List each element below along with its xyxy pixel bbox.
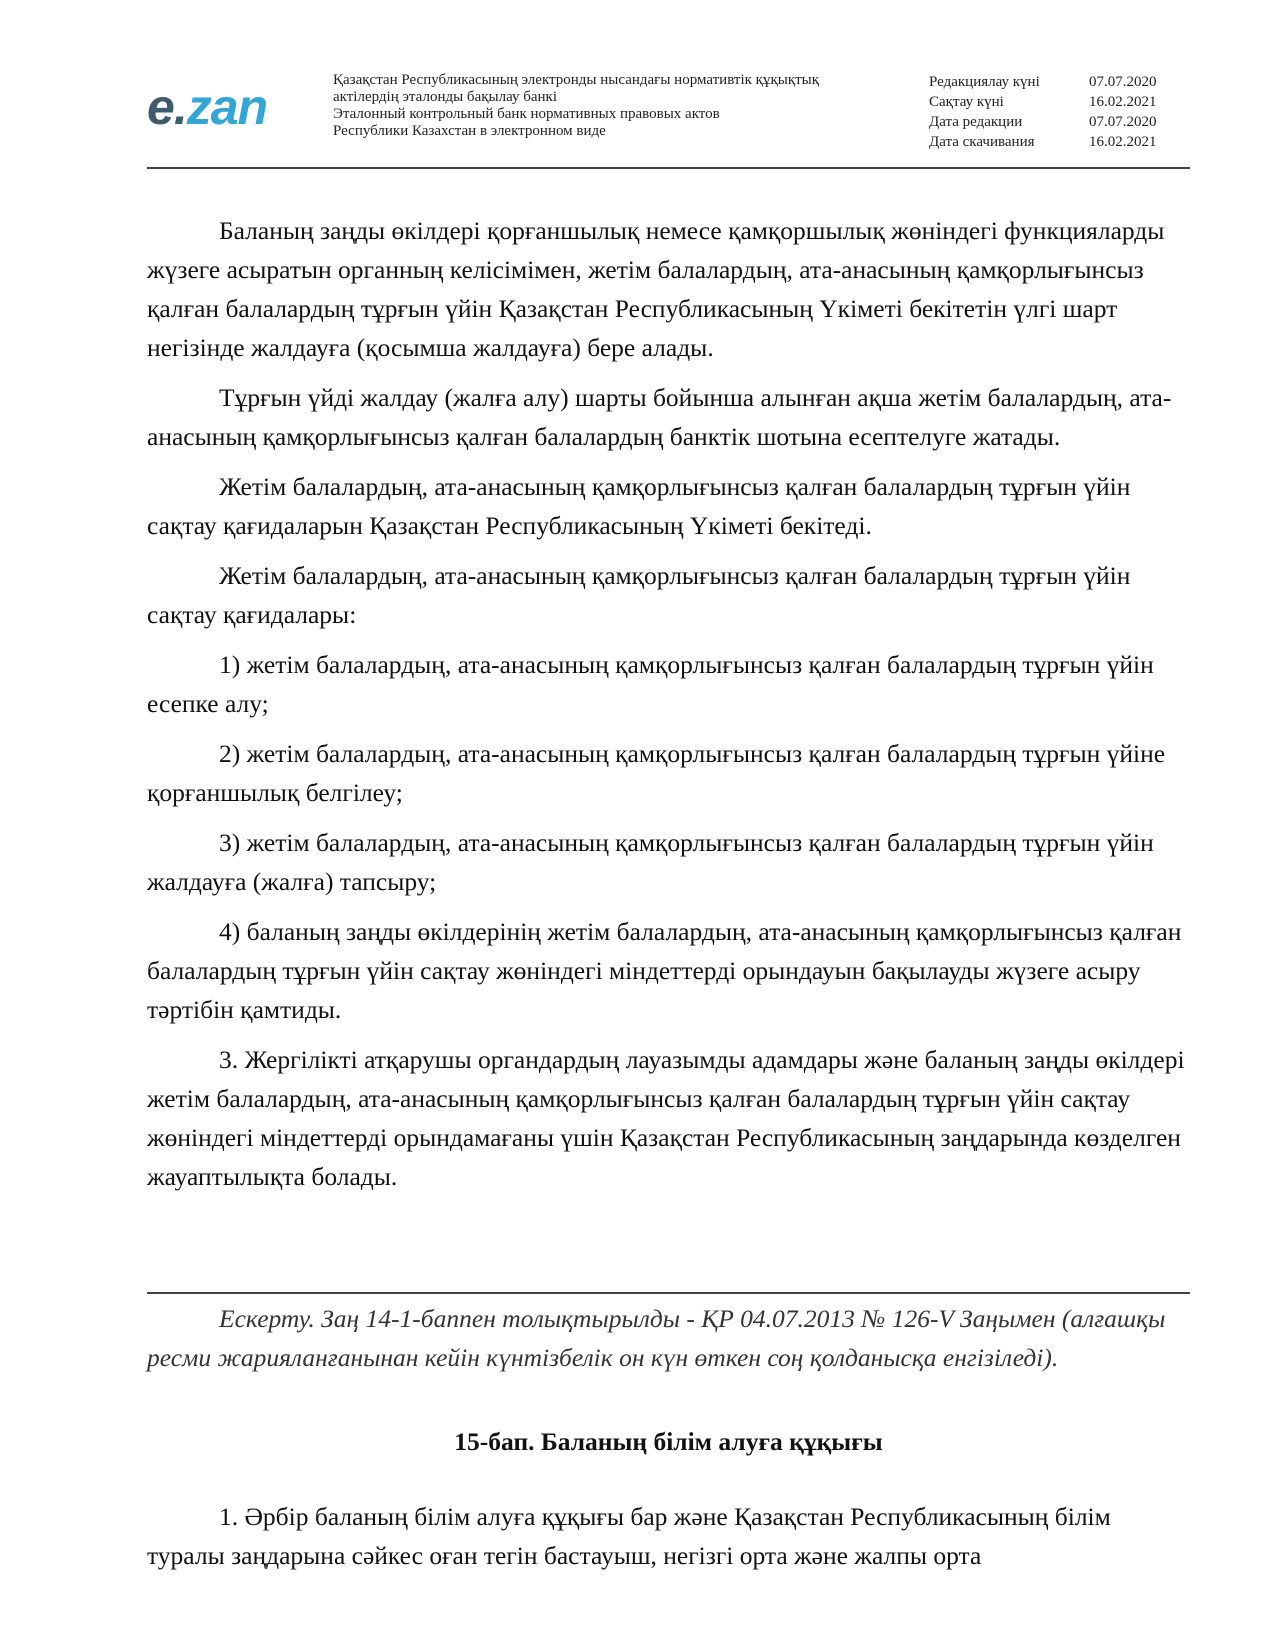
date-row-edit-ru [929, 112, 1189, 132]
logo-zan: zan [186, 79, 268, 135]
list-item: 2) жетім балалардың, ата-анасының қамқорлығынсыз қалған балалардың тұрғын үйіне қорғаншылық белгілеу; [147, 739, 1166, 807]
body-paragraph: Тұрғын үйді жалдау (жалға алу) шарты бойынша алынған ақша жетім балалардың, ата-анасының қамқорлығынсыз қалған балалардың банктік шотына есептелуге жатады. [147, 383, 1172, 451]
body-paragraph: Баланың заңды өкілдері қорғаншылық немесе қамқоршылық жөніндегі функцияларды жүзеге асыратын органның келісімімен, жетім балалардың, ата-анасының қамқорлығынсыз қалған балалардың тұрғын үйін Қазақстан Республикасының Үкіметі бекітетін үлгі шарт негізінде жалдауға (қосымша жалдауға) бере алады. [147, 216, 1165, 362]
body-paragraph: Жетім балалардың, ата-анасының қамқорлығынсыз қалған балалардың тұрғын үйін сақтау қағидалары: [147, 561, 1131, 629]
date-row-edit-kk [929, 72, 1189, 92]
ezan-logo [147, 79, 268, 135]
date-label: Дата скачивания [929, 134, 1035, 150]
body-paragraph: Жетім балалардың, ата-анасының қамқорлығынсыз қалған балалардың тұрғын үйін сақтау қағидаларын Қазақстан Республикасының Үкіметі бекітеді. [147, 472, 1131, 540]
body-paragraph: 3. Жергілікті атқарушы органдардың лауазымды адамдары және баланың заңды өкілдері жетім балалардың, ата-анасының қамқорлығынсыз қалған балалардың тұрғын үйін сақтау жөніндегі міндеттерді орындамағаны үшін Қазақстан Республикасының заңдарында көзделген жауаптылықта болады. [147, 1045, 1185, 1191]
header-divider [147, 167, 1190, 169]
date-row-download-ru [929, 132, 1189, 152]
list-item: 3) жетім балалардың, ата-анасының қамқорлығынсыз қалған балалардың тұрғын үйін жалдауға (жалға) тапсыру; [147, 828, 1154, 896]
logo-dot: . [173, 79, 187, 135]
date-label: Дата редакции [929, 114, 1023, 130]
article-heading: 15-бап. Баланың білім алуға құқығы [454, 1427, 883, 1456]
date-row-save-kk [929, 92, 1189, 112]
document-header [147, 66, 1187, 166]
date-label: Сақтау күні [929, 94, 1004, 110]
list-item: 1) жетім балалардың, ата-анасының қамқорлығынсыз қалған балалардың тұрғын үйін есепке алу; [147, 650, 1154, 718]
date-value: 16.02.2021 [1089, 134, 1157, 150]
date-value: 07.07.2020 [1089, 114, 1157, 130]
header-dates [929, 72, 1189, 152]
header-description-line: Эталонный контрольный банк нормативных правовых актов [333, 106, 720, 122]
article-paragraph: 1. Әрбір баланың білім алуға құқығы бар және Қазақстан Республикасының білім туралы заңдарына сәйкес оған тегін бастауыш, негізгі орта және жалпы орта [147, 1502, 1111, 1570]
date-value: 16.02.2021 [1089, 94, 1157, 110]
amendment-note: Ескерту. Заң 14-1-баппен толықтырылды - ҚР 04.07.2013 № 126-V Заңымен (алғашқы ресми жарияланғанынан кейін күнтізбелік он күн өткен соң қолданысқа енгізіледі). [147, 1304, 1166, 1372]
header-description [333, 72, 893, 140]
header-description-line: Республики Казахстан в электронном виде [333, 123, 606, 139]
logo-e: e [147, 79, 174, 135]
document-body [147, 211, 1190, 1207]
note-divider [147, 1292, 1190, 1294]
date-value: 07.07.2020 [1089, 74, 1157, 90]
header-description-line: Қазақстан Республикасының электронды нысандағы нормативтік құқықтық [333, 72, 820, 88]
date-label: Редакциялау күні [929, 74, 1040, 90]
list-item: 4) баланың заңды өкілдерінің жетім балалардың, ата-анасының қамқорлығынсыз қалған балалардың тұрғын үйін сақтау жөніндегі міндеттерді орындауын бақылауды жүзеге асыру тәртібін қамтиды. [147, 917, 1182, 1024]
header-description-line: актілердің эталонды бақылау банкі [333, 89, 557, 105]
